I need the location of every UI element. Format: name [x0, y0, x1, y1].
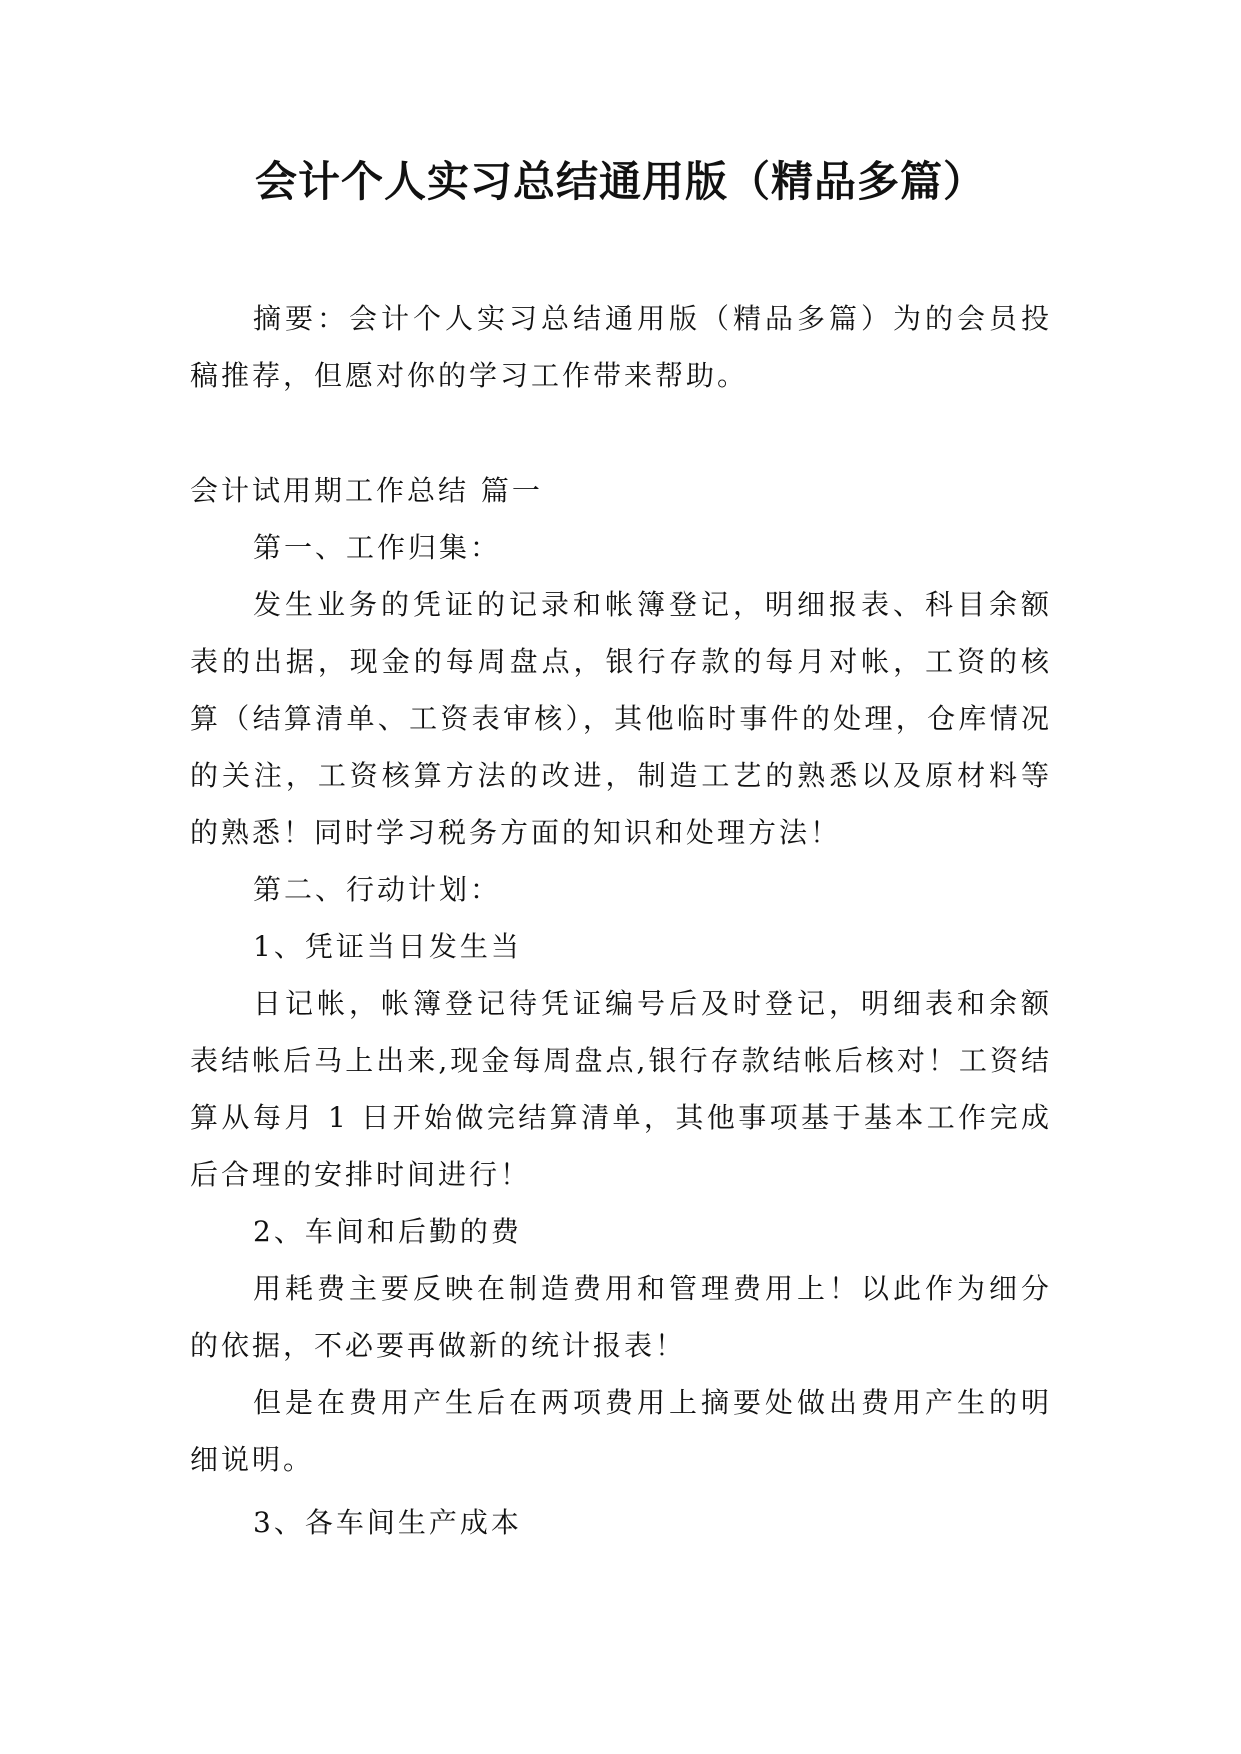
paragraph-action-plan-heading: 第二、行动计划：: [253, 873, 502, 906]
abstract-block: [190, 290, 1052, 404]
content-block: [190, 462, 1052, 1551]
section-heading: 会计试用期工作总结 篇一: [190, 474, 543, 507]
paragraph-item-1-heading: 1、凭证当日发生当: [253, 930, 522, 963]
paragraph-work-collection-body: 发生业务的凭证的记录和帐簿登记，明细报表、科目余额表的出据，现金的每周盘点，银行存款的每月对帐，工资的核算（结算清单、工资表审核），其他临时事件的处理，仓库情况的关注，工资核算方法的改进，制造工艺的熟悉以及原材料等的熟悉！同时学习税务方面的知识和处理方法！: [190, 588, 1052, 849]
paragraph-item-3-heading: 3、各车间生产成本: [253, 1506, 522, 1539]
paragraph-work-collection-heading: 第一、工作归集：: [253, 531, 502, 564]
paragraph-item-1-body: 日记帐，帐簿登记待凭证编号后及时登记，明细表和余额表结帐后马上出来,现金每周盘点,银行存款结帐后核对！工资结算从每月 1 日开始做完结算清单，其他事项基于基本工作完成后合理的安排时间进行！: [190, 987, 1052, 1191]
paragraph-item-2-heading: 2、车间和后勤的费: [253, 1215, 522, 1248]
paragraph-item-2-note: 但是在费用产生后在两项费用上摘要处做出费用产生的明细说明。: [190, 1386, 1052, 1476]
abstract-paragraph: 摘要：会计个人实习总结通用版（精品多篇）为的会员投稿推荐，但愿对你的学习工作带来帮助。: [190, 302, 1052, 392]
paragraph-item-2-body: 用耗费主要反映在制造费用和管理费用上！以此作为细分的依据，不必要再做新的统计报表！: [190, 1272, 1052, 1362]
document-title: 会计个人实习总结通用版（精品多篇）: [254, 157, 986, 206]
